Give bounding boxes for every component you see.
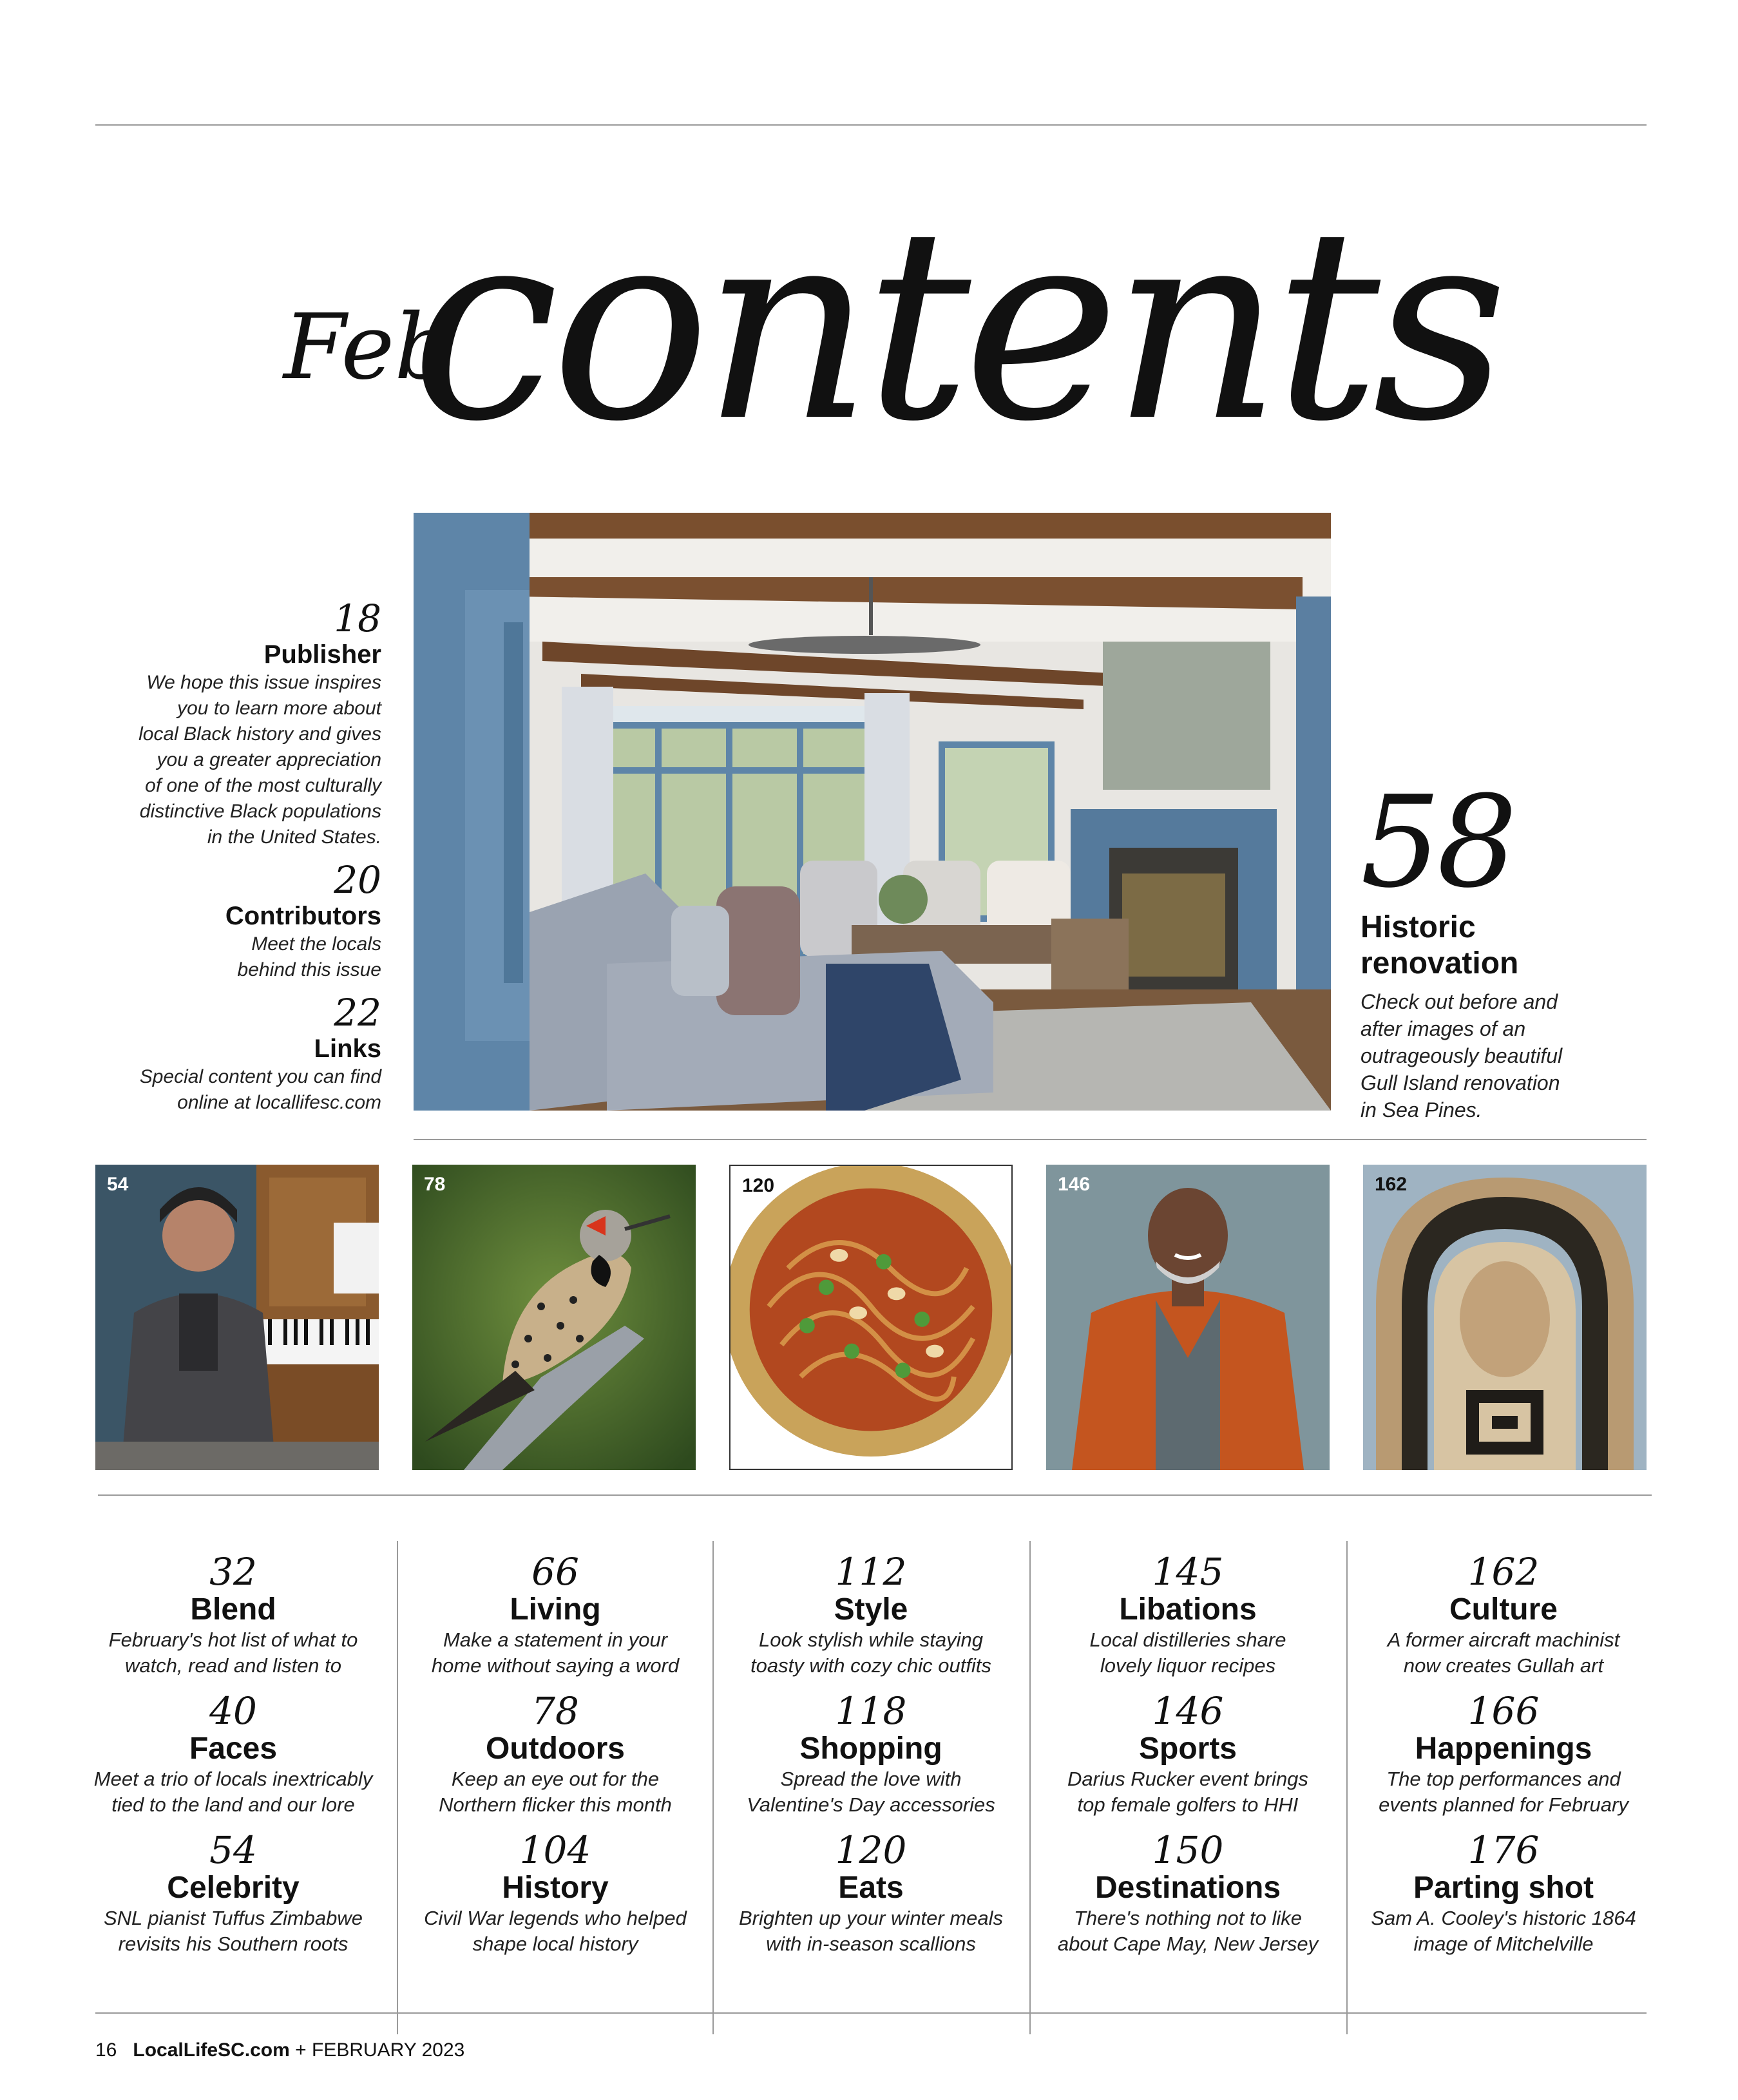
page-number: 120 (835, 1828, 907, 1872)
page-number: 176 (1467, 1828, 1540, 1872)
column-divider (397, 1541, 398, 2034)
section-description: Special content you can find online at locallifesc.com (139, 1066, 381, 1113)
section-title: Parting shot (1413, 1871, 1594, 1905)
section-description: Meet the locals behind this issue (237, 933, 381, 980)
toc-column (1349, 1551, 1658, 1969)
page-number: 54 (209, 1828, 257, 1872)
section-title: Sports (1138, 1732, 1237, 1766)
section-description: We hope this issue inspires you to learn more about local Black history and gives you a greater appreciation of one of the most culturally distinctive Black populations in the United States. (138, 672, 381, 848)
toc-entry-culture[interactable] (1349, 1551, 1658, 1690)
toc-entry-links[interactable] (79, 992, 381, 1116)
section-title: Links (314, 1035, 381, 1063)
toc-column (401, 1551, 710, 1969)
thumbnail-page-number: 78 (424, 1174, 446, 1195)
toc-column (1033, 1551, 1342, 1969)
thumbnail-northern-flicker[interactable] (412, 1165, 696, 1470)
section-description: There's nothing not to like about Cape May, New Jersey (1057, 1907, 1319, 1955)
page-number: 18 (334, 597, 381, 640)
noodle-bowl-photo (731, 1166, 1011, 1469)
section-description: Keep an eye out for the Northern flicker this month (439, 1768, 672, 1816)
section-title: Eats (838, 1871, 904, 1905)
section-title: Outdoors (486, 1732, 625, 1766)
section-title: Blend (190, 1592, 276, 1627)
section-title: History (502, 1871, 609, 1905)
toc-feature-historic-renovation[interactable] (1361, 769, 1631, 1123)
page-number: 22 (334, 991, 381, 1035)
footer-issue: FEBRUARY 2023 (312, 2039, 465, 2061)
page-number: 66 (531, 1550, 579, 1594)
thumbnail-page-number: 120 (742, 1175, 775, 1196)
thumbnail-page-number: 146 (1058, 1174, 1091, 1195)
masthead-title: contents (411, 171, 1501, 479)
section-title: Style (834, 1592, 908, 1627)
section-title: Shopping (799, 1732, 942, 1766)
toc-entry-parting-shot[interactable] (1349, 1829, 1658, 1969)
thumbnail-noodle-bowl[interactable] (729, 1165, 1013, 1470)
thumbnail-page-number: 162 (1375, 1174, 1408, 1195)
footer-separator: + (295, 2039, 307, 2061)
section-title: Libations (1119, 1592, 1257, 1627)
toc-entry-libations[interactable] (1033, 1551, 1342, 1690)
section-description: Make a statement in your home without saying a word (431, 1628, 680, 1677)
section-title: Happenings (1415, 1732, 1592, 1766)
toc-entry-style[interactable] (716, 1551, 1026, 1690)
section-description: Brighten up your winter meals with in-season scallions (738, 1907, 1004, 1955)
page-number: 146 (1152, 1689, 1224, 1733)
column-divider (712, 1541, 714, 2034)
toc-entry-publisher[interactable] (79, 598, 381, 850)
page-number: 162 (1467, 1550, 1540, 1594)
toc-entry-sports[interactable] (1033, 1690, 1342, 1829)
toc-entry-blend[interactable] (79, 1551, 388, 1690)
toc-entry-living[interactable] (401, 1551, 710, 1690)
section-title: Publisher (263, 640, 381, 669)
thumbnail-pianist[interactable] (95, 1165, 379, 1470)
column-divider (1346, 1541, 1348, 2034)
toc-entry-faces[interactable] (79, 1690, 388, 1829)
rule-bottom (95, 2012, 1647, 2014)
toc-entry-happenings[interactable] (1349, 1690, 1658, 1829)
section-description: SNL pianist Tuffus Zimbabwe revisits his Southern roots (103, 1907, 363, 1955)
section-description: A former aircraft machinist now creates Gullah art (1387, 1628, 1620, 1677)
toc-entry-outdoors[interactable] (401, 1690, 710, 1829)
section-title: Contributors (225, 902, 381, 930)
masthead-month: Feb (283, 295, 452, 400)
page-number: 145 (1152, 1550, 1224, 1594)
toc-entry-celebrity[interactable] (79, 1829, 388, 1969)
section-description: February's hot list of what to watch, read and listen to (108, 1628, 358, 1677)
section-description: Spread the love with Valentine's Day accessories (747, 1768, 995, 1816)
northern-flicker-photo (412, 1165, 696, 1470)
section-description: The top performances and events planned for February (1379, 1768, 1628, 1816)
section-title: Culture (1449, 1592, 1558, 1627)
column-divider (1029, 1541, 1031, 2034)
rule-below-thumbnails (98, 1494, 1652, 1496)
feature-page-number: 58 (1361, 769, 1514, 916)
section-description: Local distilleries share lovely liquor recipes (1089, 1628, 1286, 1677)
toc-entry-contributors[interactable] (79, 859, 381, 983)
section-title: Living (510, 1592, 601, 1627)
section-description: Sam A. Cooley's historic 1864 image of Mitchelville (1371, 1907, 1636, 1955)
page-footer (95, 2039, 464, 2061)
toc-entry-eats[interactable] (716, 1829, 1026, 1969)
page-number: 166 (1467, 1689, 1540, 1733)
toc-entry-history[interactable] (401, 1829, 710, 1969)
section-description: Look stylish while staying toasty with cozy chic outfits (750, 1628, 991, 1677)
feature-title: Historic renovation (1361, 910, 1519, 980)
section-title: Celebrity (167, 1871, 300, 1905)
hero-living-room-photo[interactable] (414, 513, 1331, 1111)
footer-page-number: 16 (95, 2039, 117, 2061)
page-number: 78 (531, 1689, 579, 1733)
section-description: Meet a trio of locals inextricably tied to the land and our lore (93, 1768, 373, 1816)
toc-column (716, 1551, 1026, 1969)
toc-entry-shopping[interactable] (716, 1690, 1026, 1829)
thumbnail-darius-rucker[interactable] (1046, 1165, 1330, 1470)
section-description: Civil War legends who helped shape local history (424, 1907, 687, 1955)
gullah-art-photo (1363, 1165, 1647, 1470)
page-number: 40 (209, 1689, 257, 1733)
top-rule (95, 124, 1647, 126)
rule-above-thumbnails (414, 1139, 1647, 1140)
page-number: 32 (209, 1550, 257, 1594)
feature-description: Check out before and after images of an outrageously beautiful Gull Island renovation in Sea Pines. (1361, 990, 1563, 1122)
page-number: 104 (519, 1828, 591, 1872)
thumbnail-page-number: 54 (107, 1174, 129, 1195)
darius-rucker-photo (1046, 1165, 1330, 1470)
section-title: Destinations (1094, 1871, 1281, 1905)
page-number: 150 (1152, 1828, 1224, 1872)
thumbnail-gullah-art[interactable] (1363, 1165, 1647, 1470)
section-description: Darius Rucker event brings top female golfers to HHI (1067, 1768, 1308, 1816)
footer-site-link[interactable]: LocalLifeSC.com (133, 2039, 290, 2061)
pianist-photo (95, 1165, 379, 1470)
toc-column (79, 1551, 388, 1969)
page-number: 112 (835, 1550, 907, 1594)
page-number: 118 (835, 1689, 907, 1733)
section-title: Faces (189, 1732, 278, 1766)
toc-entry-destinations[interactable] (1033, 1829, 1342, 1969)
page-number: 20 (334, 858, 381, 902)
